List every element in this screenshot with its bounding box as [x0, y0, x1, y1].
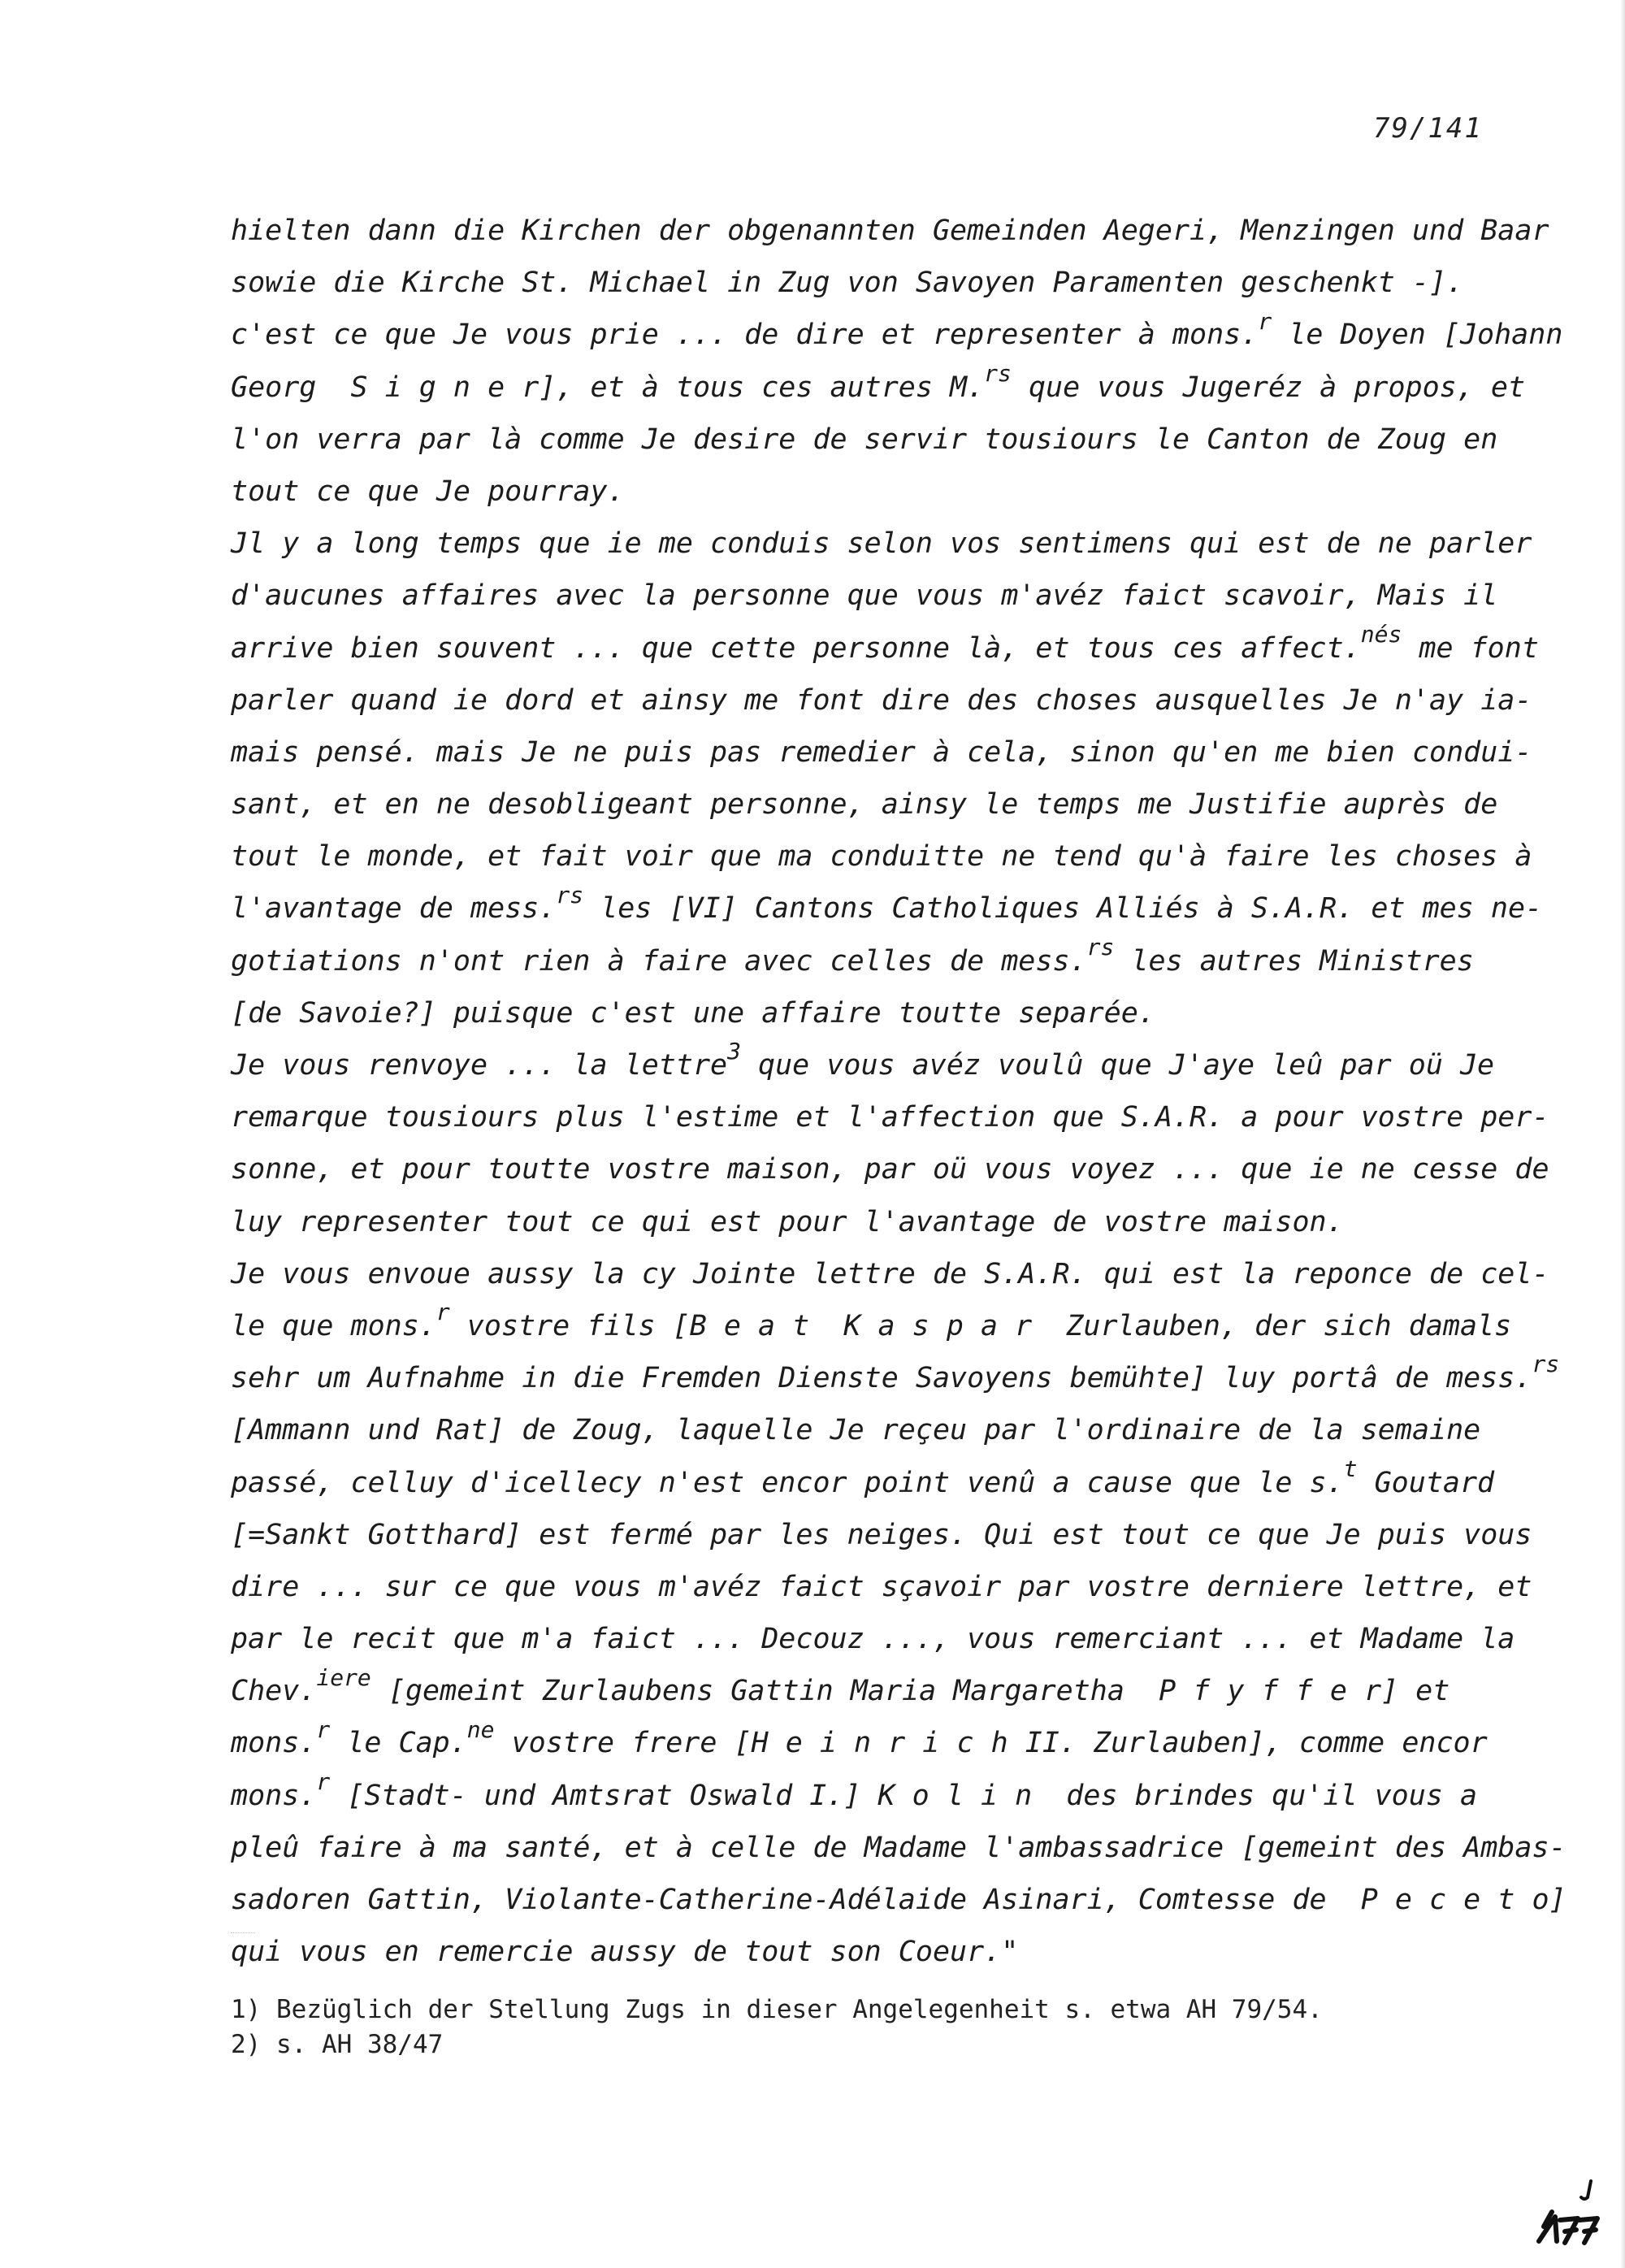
footnotes: [231, 1993, 1514, 2062]
superscript-abbrev: rs: [984, 359, 1012, 387]
footnote-separator: [231, 1932, 255, 1933]
text-line: [231, 1509, 1532, 1561]
text-run: gotiations n'ont rien à faire avec celles de mess.: [231, 944, 1087, 978]
text-line: [231, 1196, 1514, 1248]
text-line: [231, 778, 1514, 830]
text-line: [231, 1248, 1549, 1300]
text-line: [231, 726, 1532, 778]
text-line: [231, 518, 1532, 570]
superscript-abbrev: rs: [1086, 933, 1115, 961]
text-run: passé, celluy d'icellecy n'est encor point venû a cause que le s.: [231, 1466, 1344, 1499]
text-run: [de Savoie?] puisque c'est une affaire toutte separée.: [231, 996, 1155, 1030]
text-line: [231, 1822, 1566, 1874]
text-line: [231, 1351, 1560, 1404]
text-line: [231, 1717, 1514, 1769]
footnote: 1) Bezüglich der Stellung Zugs in dieser Angelegenheit s. etwa AH 79/54.: [231, 1995, 1323, 2024]
text-run: les autres Ministres: [1114, 944, 1474, 978]
page-edge: [1620, 0, 1625, 2268]
text-run: dire ... sur ce que vous m'avéz faict sçavoir par vostre derniere lettre, et: [231, 1570, 1532, 1603]
footnote: 2) s. AH 38/47: [231, 2030, 444, 2059]
text-run: Goutard: [1357, 1466, 1495, 1499]
text-line: [231, 466, 1514, 518]
text-run: que vous Jugeréz à propos, et: [1011, 371, 1526, 404]
text-line: [231, 674, 1532, 726]
text-run: me font: [1402, 631, 1539, 665]
text-run: Je vous renvoye ... la lettre: [231, 1049, 728, 1082]
text-run: [Ammann und Rat] de Zoug, laquelle Je reçeu par l'ordinaire de la semaine: [231, 1414, 1481, 1447]
text-run: sant, et en ne desobligeant personne, ainsy le temps me Justifie auprès de: [231, 788, 1498, 822]
superscript-abbrev: r: [316, 1767, 331, 1795]
text-run: sehr um Aufnahme in die Fremden Dienste Savoyens bemühte] luy portâ de mess.: [231, 1362, 1532, 1395]
text-line: [231, 307, 1563, 361]
text-run: sonne, et pour toutte vostre maison, par oü vous voyez ... que ie ne cesse de: [231, 1153, 1549, 1186]
text-line: [231, 1613, 1514, 1665]
text-line: [231, 1767, 1514, 1822]
text-line: [231, 1039, 1514, 1091]
text-run: sowie die Kirche St. Michael in Zug von Savoyen Paramenten geschenkt -].: [231, 267, 1464, 300]
text-line: [231, 881, 1543, 935]
superscript-abbrev: nés: [1360, 620, 1402, 648]
text-run: le Cap.: [330, 1727, 467, 1760]
text-run: Jl y a long temps que ie me conduis selon vos sentimens qui est de ne parler: [231, 527, 1532, 561]
text-run: vostre fils [B e a t K a s p a r Zurlauben, der sich damals: [449, 1309, 1512, 1342]
text-run: d'aucunes affaires avec la personne que vous m'avéz faict scavoir, Mais il: [231, 579, 1498, 613]
text-run: les [VI] Cantons Catholiques Alliés à S.A.R. et mes ne-: [583, 892, 1543, 926]
text-run: luy representer tout ce qui est pour l'avantage de vostre maison.: [231, 1205, 1344, 1238]
text-run: vostre frere [H e i n r i c h II. Zurlauben], comme encor: [494, 1727, 1488, 1760]
text-line: [231, 1300, 1514, 1352]
superscript-abbrev: t: [1343, 1455, 1358, 1482]
text-run: pleû faire à ma santé, et à celle de Madame l'ambassadrice [gemeint des Ambas-: [231, 1831, 1566, 1864]
text-run: le Doyen [Johann: [1272, 319, 1563, 352]
text-run: l'on verra par là comme Je desire de servir tousiours le Canton de Zoug en: [231, 423, 1498, 456]
text-run: mons.: [231, 1779, 317, 1812]
text-run: arrive bien souvent ... que cette personne là, et tous ces affect.: [231, 631, 1361, 665]
superscript-abbrev: rs: [556, 881, 584, 909]
superscript-abbrev: iere: [316, 1663, 371, 1691]
text-run: par le recit que m'a faict ... Decouz ..., vous remerciant ... et Madame la: [231, 1623, 1515, 1656]
superscript-abbrev: r: [436, 1299, 450, 1326]
text-run: [gemeint Zurlaubens Gattin Maria Margaretha P f y f f e r] et: [370, 1675, 1450, 1708]
text-run: que vous avéz voulû que J'aye leû par oü Je: [740, 1049, 1495, 1082]
superscript-abbrev: r: [1258, 307, 1272, 335]
text-run: remarque tousiours plus l'estime et l'affection que S.A.R. a pour vostre per-: [231, 1101, 1549, 1134]
text-line: [231, 1926, 1514, 1978]
text-run: tout ce que Je pourray.: [231, 475, 625, 508]
text-line: [231, 1404, 1514, 1456]
text-line: [231, 1457, 1514, 1509]
text-line: [231, 1091, 1549, 1143]
text-line: [231, 830, 1532, 882]
text-run: [=Sankt Gotthard] est fermé par les neiges. Qui est tout ce que Je puis vous: [231, 1518, 1532, 1551]
text-line: [231, 987, 1514, 1039]
text-run: sadoren Gattin, Violante-Catherine-Adélaide Asinari, Comtesse de P e c e t o]: [231, 1884, 1566, 1916]
text-line: [231, 935, 1514, 987]
transcription-body: [231, 205, 1566, 1978]
text-run: c'est ce que Je vous prie ... de dire et representer à mons.: [231, 319, 1259, 352]
text-run: l'avantage de mess.: [231, 892, 557, 926]
text-run: le que mons.: [231, 1309, 436, 1342]
text-line: [231, 359, 1526, 414]
text-run: parler quand ie dord et ainsy me font dire des choses ausquelles Je n'ay ia-: [231, 683, 1532, 717]
text-run: tout le monde, et fait voir que ma conduitte ne tend qu'à faire les choses à: [231, 840, 1532, 874]
text-line: [231, 1665, 1514, 1717]
text-run: hielten dann die Kirchen der obgenannten Gemeinden Aegeri, Menzingen und Baar: [231, 215, 1549, 247]
superscript-abbrev: rs: [1532, 1351, 1560, 1378]
text-run: qui vous en remercie aussy de tout son Coeur.": [231, 1936, 1019, 1969]
text-line: [231, 1874, 1566, 1926]
text-run: Je vous envoue aussy la cy Jointe lettre de S.A.R. qui est la reponce de cel-: [231, 1257, 1549, 1290]
text-line: [231, 414, 1514, 466]
text-line: [231, 1143, 1549, 1195]
text-run: [Stadt- und Amtsrat Oswald I.] K o l i n des brindes qu'il vous a: [330, 1779, 1478, 1812]
text-run: mons.: [231, 1727, 317, 1760]
text-run: Chev.: [231, 1675, 317, 1708]
page-number: 79/141: [1373, 112, 1483, 145]
text-line: [231, 257, 1514, 309]
handwritten-folio-stamp-icon: [1528, 2162, 1625, 2259]
text-run: mais pensé. mais Je ne puis pas remedier à cela, sinon qu'en me bien condui-: [231, 735, 1532, 769]
text-line: [231, 205, 1549, 257]
text-line: [231, 1561, 1532, 1613]
superscript-abbrev: ne: [466, 1715, 495, 1743]
text-line: [231, 570, 1514, 622]
superscript-abbrev: r: [316, 1715, 331, 1743]
text-run: Georg S i g n e r], et à tous ces autres M.: [231, 371, 985, 404]
superscript-abbrev: 3: [727, 1038, 741, 1065]
text-line: [231, 620, 1539, 674]
